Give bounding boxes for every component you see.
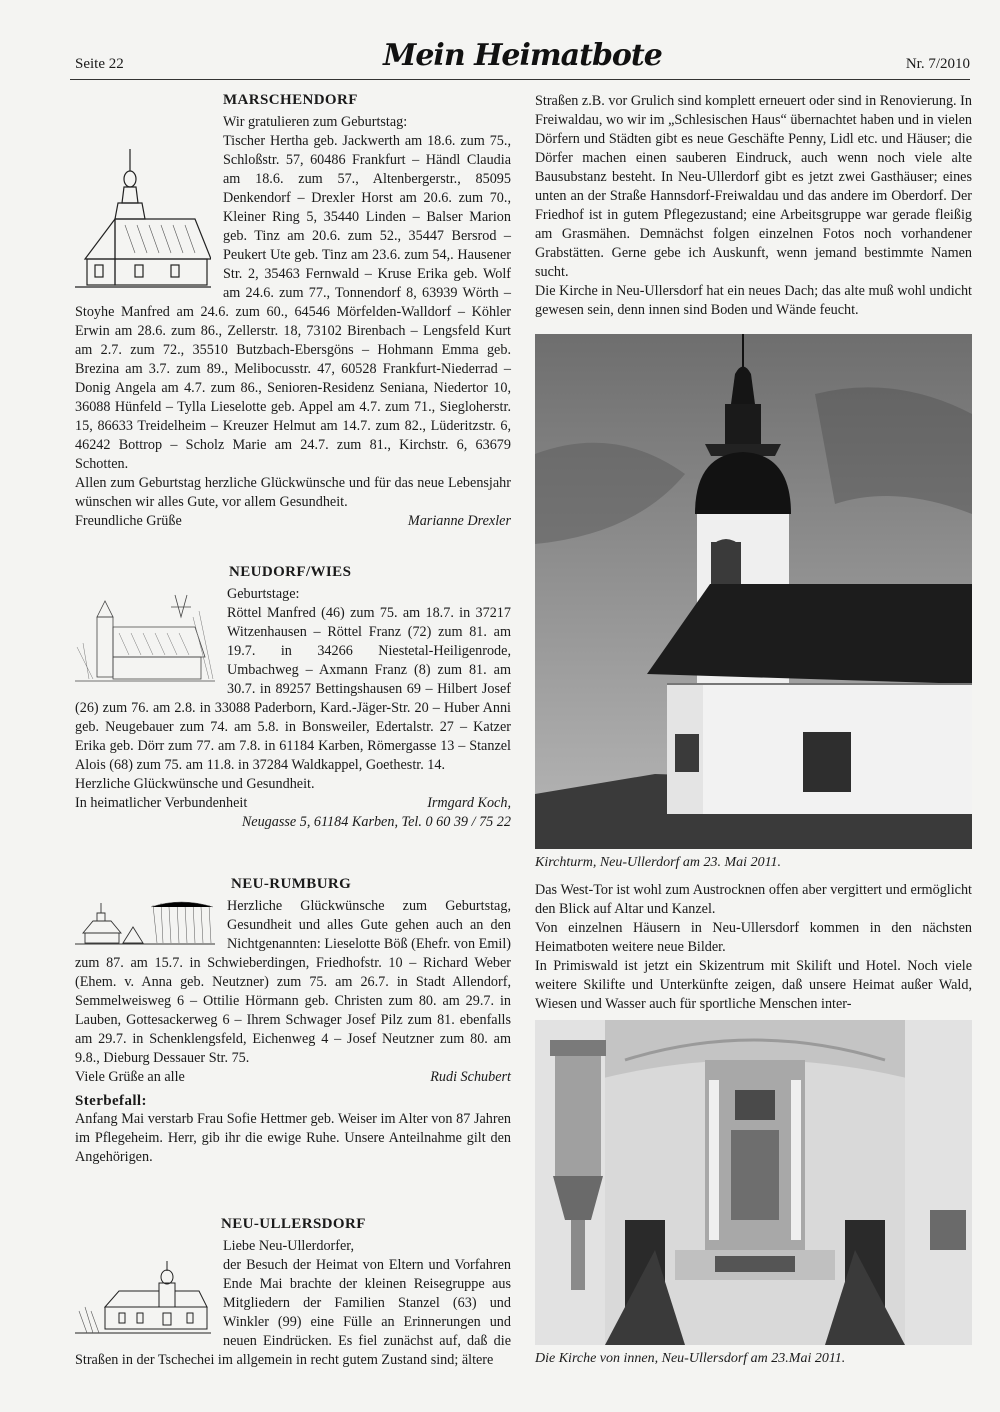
section-title: MARSCHENDORF bbox=[223, 92, 358, 108]
section-title: NEUDORF/WIES bbox=[229, 564, 352, 580]
section-marschendorf bbox=[75, 92, 511, 531]
paragraph-intro: Geburtstage: bbox=[227, 586, 300, 602]
paragraph-birthdays: Röttel Manfred (46) zum 75. am 18.7. in 37217 Witzenhausen – Röttel Franz (72) zum 81. am 19.7. in 34266 Niestetal-Heiligenrode, Umbachweg – Axmann Franz (8) zum 81. am 30.7. in 89257 Bettingshausen 69 – Hilbert Josef (26) zum 76. am 2.8. in 33088 Paderborn, Kard.-Jäger-Str. 20 – Huber Anni geb. Neugebauer zum 74. am 5.8. in Bonsweiler, Edertalstr. 27 – Katzer Erika geb. Dörr zum 77. am 7.8. in 61184 Karben, Römergasse 13 – Stanzel Alois (68) zum 75. am 11.8. in 37284 Waldkappel, Goethestr. 14. bbox=[75, 605, 511, 773]
paragraph-birthdays: Tischer Hertha geb. Jackwerth am 18.6. zum 75., Schloßstr. 57, 60486 Frankfurt – Händl Claudia am 18.6. zum 57., Altenbergerstr., 85095 Denkendorf – Drexler Horst am 20.6. zum 70., Kleiner Ring 5, 35440 Linden – Balser Marion geb. Tinz am 20.6. zum 52., 35447 Bersrod – Peukert Ute geb. Tinz am 23.6. zum 54,. Hausener Str. 2, 35463 Fernwald – Kruse Erika geb. Wolf am 24.6. zum 77., Tonnendorf 8, 63939 Wörth – Stoyhe Manfred am 24.6. zum 60., 64546 Mörfelden-Walldorf – Köhler Erwin am 28.6. zum 86., Zellerstr. 18, 73102 Birenbach – Lengsfeld Kurt am 2.7. zum 72., 35510 Butzbach-Ebersgöns – Hohmann Emma geb. Brezina am 3.7. zum 89., Melibocusstr. 47, 60528 Frankfurt-Niederrad – Donig Angela am 4.7. zum 86., Senioren-Residenz Seniana, Niedertor 10, 36088 Hünfeld – Tylla Lieselotte geb. Appel am 4.7. zum 71., Siegloherstr. 15, 86633 Treidelheim – Kreuzer Helmut am 14.7. zum 82., Lüderitzstr. 6, 46242 Bottrop – Scholz Marie am 24.7. zum 81., Kirchstr. 6, 63679 Schotten. bbox=[75, 133, 511, 472]
paragraph-report: der Besuch der Heimat von Eltern und Vorfahren Ende Mai brachte der kleinen Reisegruppe aus Mitgliedern der Familien Stanzel (63) und Winkler (99) eine Fülle an Erinnerungen und neuen Eindrücken. Es fiel zunächst auf, daß die Straßen in der Tschechei im allgemein in recht gutem Zustand sind; ältere bbox=[75, 1257, 511, 1368]
author-name: Marianne Drexler bbox=[407, 513, 511, 529]
death-notice-heading: Sterbefall: bbox=[75, 1093, 147, 1109]
section-neu-rumburg bbox=[75, 876, 511, 1167]
church-sketch-neu-ullersdorf bbox=[75, 1259, 211, 1341]
paragraph-west-gate: Das West-Tor ist wohl zum Austrocknen offen aber vergittert und ermöglicht den Blick auf Altar und Kanzel. bbox=[535, 882, 972, 917]
paragraph-closing: Herzliche Glückwünsche und Gesundheit. bbox=[75, 776, 315, 792]
header-rule bbox=[70, 79, 970, 80]
author-name: Irmgard Koch, bbox=[427, 795, 511, 811]
greeting-text: Freundliche Grüße bbox=[75, 513, 182, 529]
greeting-text: In heimatlicher Verbundenheit bbox=[75, 795, 248, 811]
page-header bbox=[75, 38, 970, 78]
masthead-logo: Mein Heimatbote bbox=[383, 38, 662, 73]
page-number: Seite 22 bbox=[75, 56, 124, 72]
signature-line bbox=[75, 512, 511, 531]
paragraph-intro: Liebe Neu-Ullerdorfer, bbox=[223, 1238, 354, 1254]
paragraph-houses: Von einzelnen Häusern in Neu-Ullersdorf kommen in den nächsten Heimatboten weitere neue Bilder. bbox=[535, 920, 972, 955]
section-neudorf-wies bbox=[75, 564, 511, 832]
photo-caption-tower: Kirchturm, Neu-Ullerdorf am 23. Mai 2011. bbox=[535, 855, 782, 870]
signature-line bbox=[75, 794, 511, 813]
paragraph-closing: Allen zum Geburtstag herzliche Glückwünsche und für das neue Lebensjahr wünschen wir alles Gute, vor allem Gesundheit. bbox=[75, 475, 511, 510]
section-title: NEU-ULLERSDORF bbox=[221, 1216, 366, 1232]
issue-number: Nr. 7/2010 bbox=[905, 56, 970, 72]
section-title: NEU-RUMBURG bbox=[231, 876, 352, 892]
photo-church-interior bbox=[535, 1020, 972, 1345]
paragraph-birthdays: Herzliche Glückwünsche zum Geburtstag, Gesundheit und alles Gute gehen auch an den Nichtgenannten: Lieselotte Böß (Ehefr. von Emil) zum 87. am 15.7. in Schwieberdingen, Friedhofstr. 10 – Richard Weber (Ehem. v. Anna geb. Neutzner) zum 75. am 26.7. in Stadt Allendorf, Semmelweisweg 6 – Ottilie Hörmann geb. Christen zum 80. am 29.7. in Lauben, Gottesackerweg 6 – Ihrem Schwager Josef Pilz zum 81. ebenfalls am 29.7. in Schenklengsfeld, Eichenweg 4 – Josef Neutzner zum 80. am 9.8., Dieburg Dessauer Str. 75. bbox=[75, 898, 511, 1066]
paragraph-report-continued: Straßen z.B. vor Grulich sind komplett erneuert oder sind in Renovierung. In Freiwaldau, wo wir im „Schlesischen Haus“ übernachtet haben und in vielen Dörfern und Städten gibt es neue Geschäfte Penny, Lidl etc. und Häuser; die Dörfer machen einen sauberen Eindruck, auch wenn noch viele alte Bausubstanz besteht. In Neu-Ullerdorf gibt es jetzt zwei Gasthäuser; eines unten an der Straße Hannsdorf-Freiwaldau und das andere im Oberdorf. Der Friedhof ist in gutem Pflegezustand; eine Arbeitsgruppe war gerade fleißig am Grasmähen. Demnächst folgen einzelnen Fotos noch vorhandener Grabstätten. Gerne gebe ich Auskunft, wenn jemand bestimmte Namen sucht. bbox=[535, 93, 972, 280]
paragraph-intro: Wir gratulieren zum Geburtstag: bbox=[223, 114, 408, 130]
church-sketch-neudorf bbox=[75, 587, 215, 689]
death-notice-text: Anfang Mai verstarb Frau Sofie Hettmer geb. Weiser im Alter von 87 Jahren im Pflegeheim. Herr, gib ihr die ewige Ruhe. Unsere Anteilnahme gilt den Angehörigen. bbox=[75, 1111, 511, 1165]
section-neu-ullersdorf bbox=[75, 1216, 511, 1370]
photo-church-tower bbox=[535, 334, 972, 849]
signature-line bbox=[75, 1068, 511, 1087]
photo-caption-interior: Die Kirche von innen, Neu-Ullersdorf am 23.Mai 2011. bbox=[535, 1351, 846, 1366]
right-column bbox=[535, 92, 972, 1367]
village-sketch-neu-rumburg bbox=[75, 899, 215, 947]
paragraph-church-roof: Die Kirche in Neu-Ullersdorf hat ein neues Dach; das alte muß wohl undicht gewesen sein, denn innen sind Boden und Wände feucht. bbox=[535, 283, 972, 318]
paragraph-ski: In Primiswald ist jetzt ein Skizentrum mit Skilift und Hotel. Noch viele weitere Skilifte und Unterkünfte zeigen, daß unsere Heimat außer Wald, Wiesen und Wasser auch für sportliche Menschen inter- bbox=[535, 958, 972, 1012]
author-name: Rudi Schubert bbox=[430, 1069, 511, 1085]
greeting-text: Viele Grüße an alle bbox=[75, 1069, 185, 1085]
author-address: Neugasse 5, 61184 Karben, Tel. 0 60 39 / 75 22 bbox=[241, 814, 511, 830]
church-sketch-marschendorf bbox=[75, 141, 211, 291]
